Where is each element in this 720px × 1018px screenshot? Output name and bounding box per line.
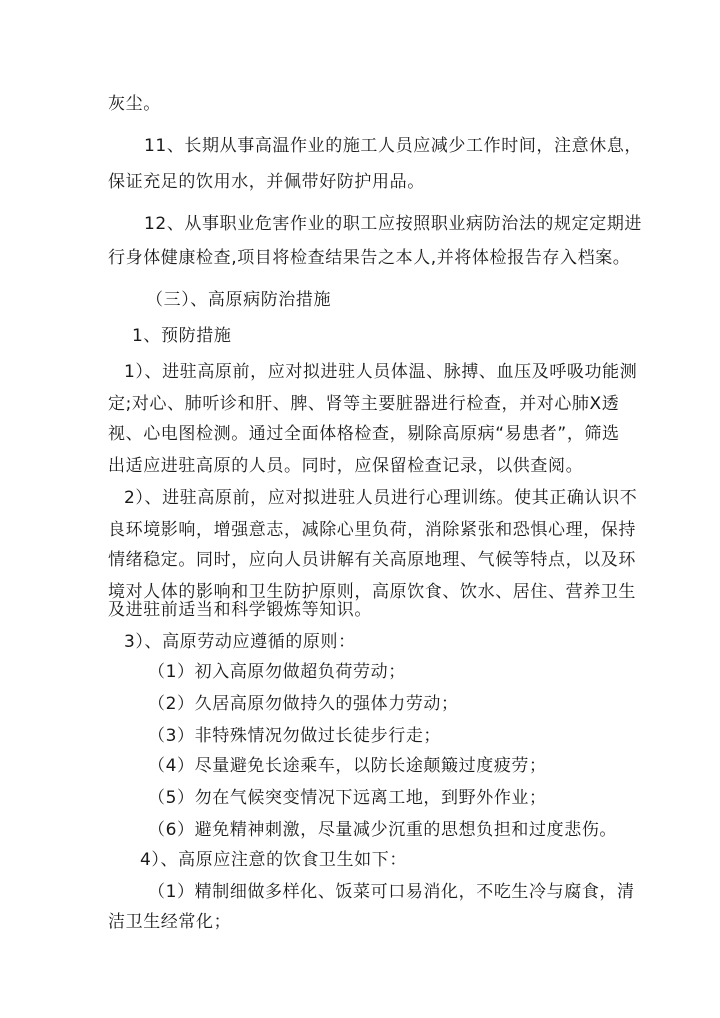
text-line: 良环境影响，增强意志，减除心里负荷，消除紧张和恐惧心理，保持 [108,520,636,540]
text-line: 1）、进驻高原前，应对拟进驻人员体温、脉搏、血压及呼吸功能测 [124,362,638,382]
list-item: （3）非特殊情况勿做过长徒步行走； [148,726,442,746]
text-line: 2）、进驻高原前，应对拟进驻人员进行心理训练。使其正确认识不 [124,488,638,508]
text-line: 4）、高原应注意的饮食卫生如下： [140,850,407,870]
list-item: （1）精制细做多样化、饭菜可口易消化，不吃生冷与腐食，清 [148,882,635,902]
text-line: 及进驻前适当和科学锻炼等知识。 [108,600,372,620]
text-line: 保证充足的饮用水，并佩带好防护用品。 [108,172,425,192]
text-line: 境对人体的影响和卫生防护原则，高原饮食、饮水、居住、营养卫生 [108,582,636,602]
list-item: （5）勿在气候突变情况下远离工地，到野外作业； [148,788,547,808]
text-line: 行身体健康检查,项目将检查结果告之本人,并将体检报告存入档案。 [108,248,631,268]
subsection-heading: 1、预防措施 [132,326,232,346]
list-item: （1）初入高原勿做超负荷劳动； [148,662,406,682]
text-line: 12、从事职业危害作业的职工应按照职业病防治法的规定定期进 [144,214,643,234]
text-line: 视、心电图检测。通过全面体格检查，剔除高原病“易患者”，筛选 [108,424,620,444]
list-item: （6）避免精神刺激，尽量减少沉重的思想负担和过度悲伤。 [148,820,618,840]
text-line: 情绪稳定。同时，应向人员讲解有关高原地理、气候等特点，以及环 [108,550,636,570]
text-line: 洁卫生经常化； [108,912,232,932]
text-line: 3）、高原劳动应遵循的原则： [124,632,356,652]
text-line: 11、长期从事高温作业的施工人员应减少工作时间，注意休息， [144,136,643,156]
text-line: 定;对心、肺听诊和肝、脾、肾等主要脏器进行检查，并对心肺X透 [108,394,620,414]
list-item: （4）尽量避免长途乘车，以防长途颠簸过度疲劳； [148,756,547,776]
list-item: （2）久居高原勿做持久的强体力劳动； [148,694,459,714]
text-line: 出适应进驻高原的人员。同时，应保留检查记录，以供查阅。 [108,456,584,476]
text-line: 灰尘。 [108,94,161,114]
section-heading: （三）、高原病防治措施 [146,290,332,310]
